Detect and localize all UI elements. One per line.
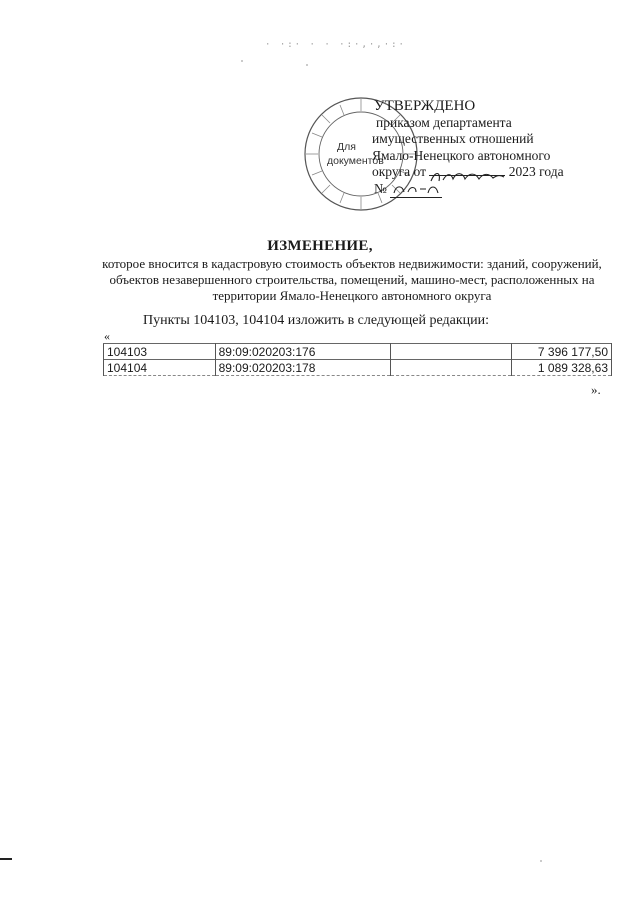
approval-line2: приказом департамента: [376, 114, 512, 130]
empty-cell: [390, 344, 511, 360]
approval-line4: Ямало-Ненецкого автономного: [372, 147, 551, 163]
scan-speck: [306, 64, 308, 66]
table-row: [104, 360, 612, 376]
stamp-line1: Для: [337, 141, 356, 153]
quote-open: «: [104, 329, 110, 343]
cadastral-table: [103, 343, 612, 376]
approval-heading: УТВЕРЖДЕНО: [374, 98, 476, 114]
scan-edge-mark: [0, 858, 12, 860]
approval-line3: имущественных отношений: [372, 131, 534, 146]
approval-year: 2023 года: [508, 164, 564, 179]
approval-date-line: [372, 164, 612, 181]
cadastral-value: 1 089 328,63: [511, 360, 611, 376]
cadastral-value: 7 396 177,50: [511, 344, 611, 360]
instruction-text: Пункты 104103, 104104 изложить в следующей редакции:: [143, 313, 490, 328]
handwritten-date: [429, 175, 505, 176]
cadastral-number: 89:09:020203:176: [215, 344, 390, 360]
scan-noise: · ·:· · · ·:·,·,·:·: [265, 40, 406, 50]
handwritten-date-scribble: [429, 169, 505, 185]
document-subtitle: которое вносится в кадастровую стоимость объектов недвижимости: зданий, сооружений, объектов незавершенного строительства, помещений, машино-мест, расположенных на территории Ямало-Ненецкого автономного округа: [102, 256, 602, 303]
scan-speck: [241, 60, 243, 62]
approval-number-prefix: №: [374, 180, 387, 196]
stamp-line2: документов: [327, 155, 384, 167]
quote-close: ».: [591, 382, 601, 397]
empty-cell: [390, 360, 511, 376]
table-row: [104, 344, 612, 360]
approval-block: [372, 98, 612, 198]
row-number: 104104: [104, 360, 216, 376]
cadastral-number: 89:09:020203:178: [215, 360, 390, 376]
approval-date-prefix: округа от: [372, 164, 427, 179]
document-title: ИЗМЕНЕНИЕ,: [267, 238, 373, 254]
row-number: 104103: [104, 344, 216, 360]
scan-speck: [540, 860, 542, 862]
